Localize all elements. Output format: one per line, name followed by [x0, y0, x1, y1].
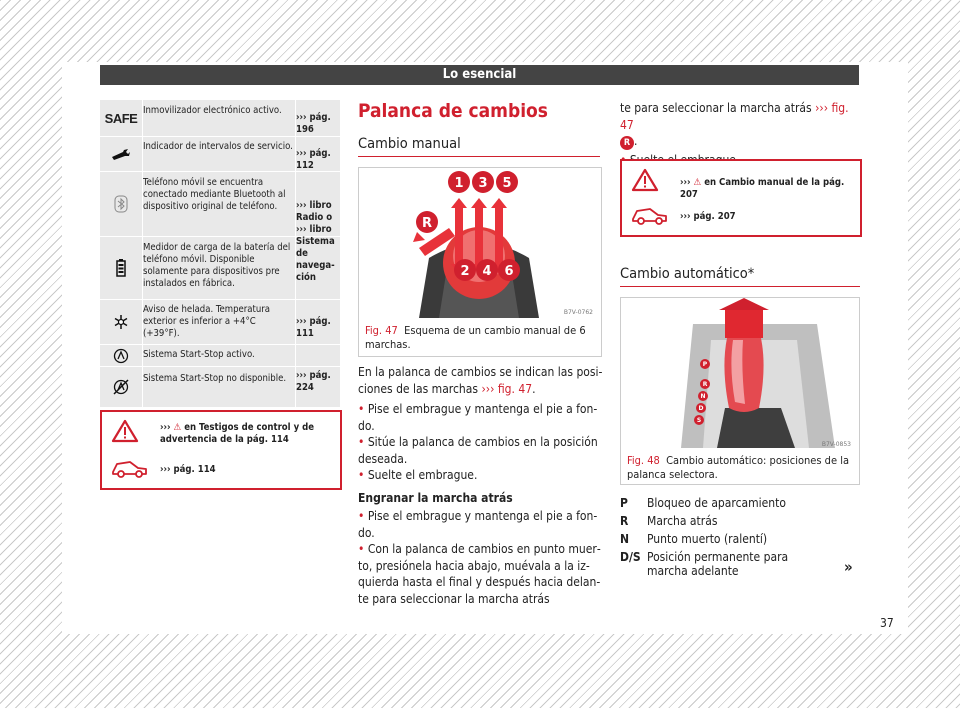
- warning-small-icon: ⚠: [693, 177, 702, 188]
- section-title: Palanca de cambios: [358, 100, 548, 122]
- selector-position-label: P: [702, 361, 708, 368]
- bluetooth-icon: [100, 172, 142, 236]
- warning-right-ref: ››› pág. 207: [680, 211, 736, 222]
- battery-icon: [100, 237, 142, 299]
- page-number: 37: [880, 616, 894, 630]
- selector-legend: [620, 496, 860, 596]
- table-divider: [295, 100, 296, 407]
- gear-shift-image: [359, 168, 599, 318]
- automatic-selector-image: [621, 298, 857, 448]
- figure-code: B7V-0853: [821, 441, 851, 448]
- figure-47-caption: Fig. 47 Esquema de un cambio manual de 6 marchas.: [365, 324, 586, 351]
- selector-position-label: D: [698, 405, 704, 412]
- safe-icon: SAFE: [104, 110, 138, 126]
- table-row-desc: Sistema Start-Stop activo.: [143, 349, 255, 360]
- warning-box-left: [100, 410, 342, 490]
- warning-box-right: [620, 159, 862, 237]
- page-header: Lo esencial: [100, 65, 859, 85]
- table-ref-cell: [296, 345, 340, 407]
- warning-icon: [632, 169, 658, 195]
- table-row-ref: ››› pág. 224: [296, 370, 331, 393]
- gear-label: 5: [502, 176, 512, 191]
- subsection-underline: [358, 156, 600, 157]
- table-row-desc: Medidor de carga de la batería del teléfono móvil. Disponible solamente para dispositivos pre instalados en fábrica.: [143, 242, 291, 289]
- legend-item: P Bloqueo de aparcamiento: [620, 496, 786, 510]
- selector-position-label: R: [702, 381, 708, 388]
- table-row: [100, 100, 340, 136]
- gear-label: 2: [460, 264, 470, 279]
- selector-position-label: S: [696, 417, 702, 424]
- gear-label: 6: [504, 264, 514, 279]
- table-row-desc: Sistema Start-Stop no disponible.: [143, 373, 287, 384]
- table-row-desc: Aviso de helada. Temperatura exterior es inferior a +4°C (+39°F).: [143, 304, 271, 339]
- figure-48-caption: Fig. 48 Cambio automático: posiciones de la palanca selectora.: [627, 454, 850, 481]
- snowflake-icon: [100, 300, 142, 344]
- table-row-desc: Teléfono móvil se encuentra conectado mediante Bluetooth al dispositivo original de teléfono.: [143, 177, 286, 212]
- table-row: [100, 137, 340, 171]
- warning-left-text: ››› ⚠ en Testigos de control y de advertencia de la pág. 114: [160, 422, 315, 445]
- warning-right-text: ››› ⚠ en Cambio manual de la pág. 207: [680, 177, 845, 200]
- subsection-title-auto: Cambio automático*: [620, 266, 755, 282]
- reverse-continuation-text: te para seleccionar la marcha atrás ››› fig. 47 R .: [620, 101, 849, 148]
- continue-mark: »: [844, 558, 853, 576]
- legend-item: R Marcha atrás: [620, 514, 718, 528]
- table-row-desc: Indicador de intervalos de servicio.: [143, 141, 293, 152]
- wrench-icon: [100, 137, 142, 171]
- reverse-badge: R: [620, 136, 634, 150]
- start-stop-off-icon: [100, 367, 142, 407]
- manual-body-text: En la palanca de cambios se indican las posiciones de las marchas ››› fig. 47. • Pise el embrague y mantenga el pie a fondo. • Sitúe la palanca de cambios en la posición deseada. • Suelte el embrague. Engranar la marcha atrás • Pise el embrague y mantenga el pie a fondo. • Con la palanca de cambios en punto muerto, presiónela hacia abajo, muévala a la izquierda hasta el final y después hacia delante para seleccionar la marcha atrás: [358, 365, 603, 606]
- table-row-ref: ››› pág. 112: [296, 148, 331, 171]
- table-row-ref: ››› libro Radio o ››› libro Sistema de navegación: [296, 200, 335, 283]
- warning-small-icon: ⚠: [173, 422, 182, 433]
- car-book-icon: [112, 456, 148, 482]
- table-row-ref: ››› pág. 111: [296, 316, 331, 339]
- table-divider: [142, 100, 143, 407]
- selector-position-label: N: [700, 393, 706, 400]
- gear-label: 3: [478, 176, 488, 191]
- warning-icon: [112, 420, 138, 446]
- legend-item: D/S Posición permanente para marcha adelante: [620, 550, 789, 578]
- table-row: [100, 300, 340, 344]
- subsection-underline: [620, 286, 860, 287]
- gear-label: R: [421, 216, 433, 231]
- table-ref-cell: [296, 172, 340, 299]
- warning-left-ref: ››› pág. 114: [160, 464, 216, 475]
- figure-48: [620, 297, 860, 485]
- reverse-heading: Engranar la marcha atrás: [358, 490, 513, 505]
- figure-code: B7V-0762: [563, 309, 593, 316]
- gear-label: 1: [454, 176, 464, 191]
- table-row-ref: ››› pág. 196: [296, 112, 331, 135]
- car-book-icon: [632, 203, 668, 229]
- gear-label: 4: [482, 264, 492, 279]
- table-row-desc: Inmovilizador electrónico activo.: [143, 105, 282, 116]
- legend-item: N Punto muerto (ralentí): [620, 532, 768, 546]
- start-stop-icon: [100, 345, 142, 366]
- figure-47: [358, 167, 602, 357]
- subsection-title-manual: Cambio manual: [358, 136, 461, 152]
